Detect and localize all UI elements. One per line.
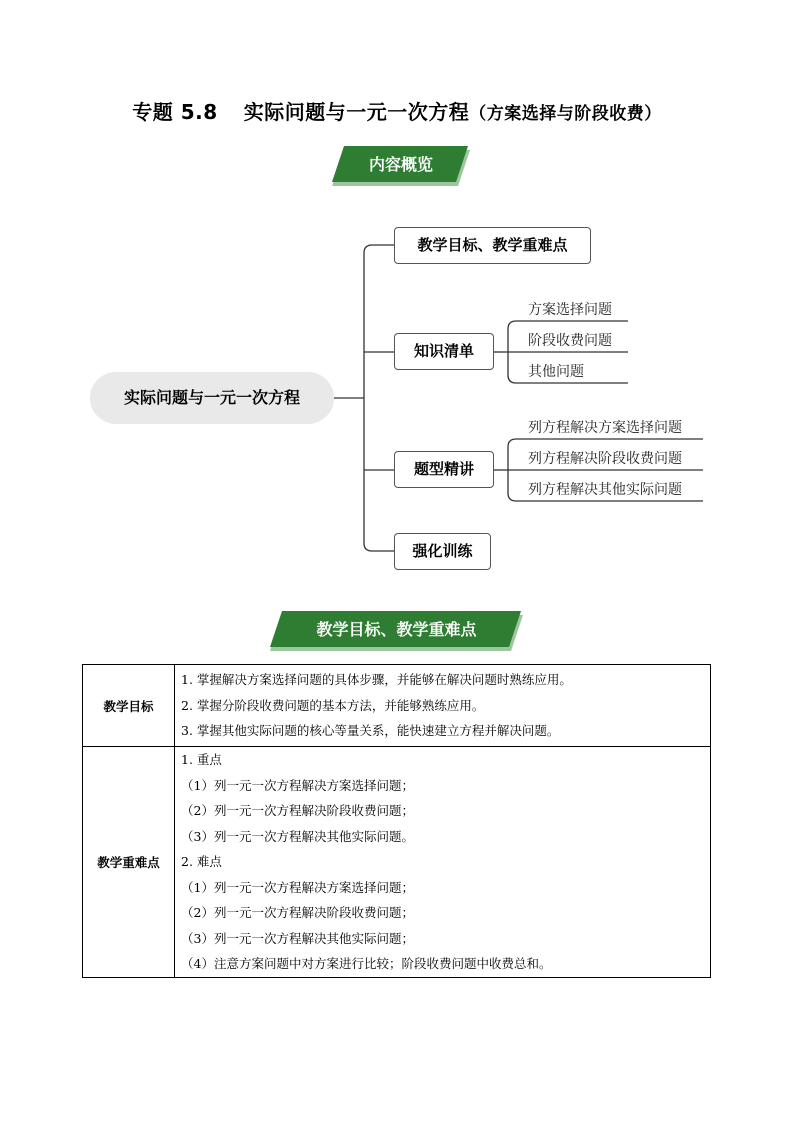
branch-label: 强化训练 [412,542,473,560]
branch-label: 题型精讲 [413,460,474,478]
leaf-item: 列方程解决方案选择问题 [528,420,682,436]
goals-banner-label: 教学目标、教学重难点 [316,620,477,639]
title-number: 专题 5.8 [132,100,218,124]
content-line: （2）列一元一次方程解决阶段收费问题； [181,803,414,818]
mind-map-root: 实际问题与一元一次方程 [90,372,334,424]
teaching-goals-table [82,664,711,978]
branch-question-types [394,451,494,488]
leaf-item: 列方程解决其他实际问题 [528,482,682,498]
title-sub: （方案选择与阶段收费） [469,104,662,124]
content-line: （4）注意方案问题中对方案进行比较；阶段收费问题中收费总和。 [181,956,552,971]
leaf-item: 方案选择问题 [528,302,612,318]
content-line: （2）列一元一次方程解决阶段收费问题； [181,905,414,920]
title-main: 实际问题与一元一次方程 [243,100,470,124]
overview-banner-label: 内容概览 [368,155,433,174]
content-line: 2. 掌握分阶段收费问题的基本方法，并能够熟练应用。 [181,697,485,713]
goals-banner [270,611,523,651]
row-header: 教学目标 [83,665,175,747]
content-line: 1. 重点 [181,752,222,767]
row-content [175,665,711,747]
leaf-item: 阶段收费问题 [528,333,612,349]
branch-label: 知识清单 [413,342,474,360]
table-row [83,665,711,747]
branch-goals [394,227,591,264]
leaf-item: 列方程解决阶段收费问题 [528,451,682,467]
branch-knowledge [394,333,494,370]
content-line: 1. 掌握解决方案选择问题的具体步骤，并能够在解决问题时熟练应用。 [181,672,572,688]
overview-banner [332,146,470,186]
content-line: 2. 难点 [181,854,222,869]
table-row [83,747,711,978]
content-line: （1）列一元一次方程解决方案选择问题； [181,777,414,793]
content-line: （3）列一元一次方程解决其他实际问题。 [181,828,414,844]
content-line: （3）列一元一次方程解决其他实际问题； [181,930,414,946]
row-header: 教学重难点 [83,747,175,978]
mind-map [0,220,794,580]
page-title [0,96,794,125]
content-line: 3. 掌握其他实际问题的核心等量关系，能快速建立方程并解决问题。 [181,723,560,739]
branch-training [394,533,491,570]
branch-label: 教学目标、教学重难点 [417,236,568,254]
content-line: （1）列一元一次方程解决方案选择问题； [181,879,414,895]
row-content [175,747,711,978]
leaf-item: 其他问题 [528,364,584,380]
